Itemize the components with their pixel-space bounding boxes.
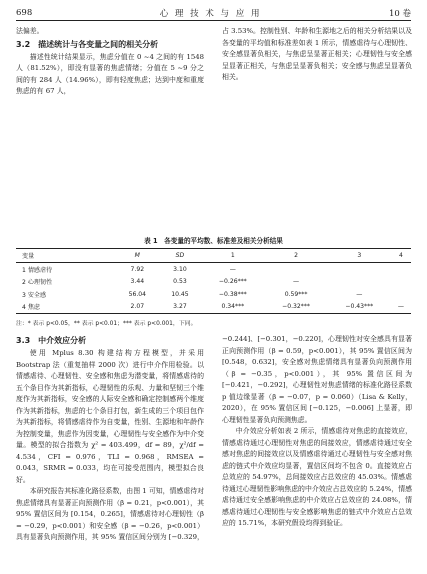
table-cell: 1 情感虐待 xyxy=(22,266,53,274)
table-cell: 0.59*** xyxy=(284,290,308,298)
volume-number: 10 卷 xyxy=(388,9,411,19)
table-cell: 2.07 xyxy=(116,301,159,314)
table-cell: 0.53 xyxy=(173,278,187,286)
table-cell xyxy=(328,276,391,289)
table-cell: 3.44 xyxy=(130,278,145,286)
table-row xyxy=(16,301,411,314)
section-heading-3-2: 3.2 描述统计与各变量之间的相关分析 xyxy=(16,39,159,49)
paragraph: 中介效应分析如表 2 所示，情感虐待对焦虑的直接效应，情感虐待通过心理韧性对焦虑的间接效应，情感虐待通过安全感对焦虑的间接效应以及情感虐待通过心理韧性与安全感对焦虑的链式中介效应均显著，置信区间均不包含 0。直接效应占总效应的 54.97%，总间接效应占总效应的 45.03%。情感虐待通过心理韧性影响焦虑的中介效应占总效应的 5.24%，情感虐待通过安全感影响焦虑的中介效应占总效应的 24.08%，情感虐待通过心理韧性与安全感影响焦虑的链式中介效应占总效应的 15.71%，本研究假设均得到验证。 xyxy=(222,427,412,527)
column-header: 3 xyxy=(328,249,391,263)
column-header: M xyxy=(116,249,159,263)
paragraph: 本研究报告其标准化路径系数，由图 1 可知，情感虐待对焦虑情绪具有显著正向预测作用（β = 0.21，p<0.001），其 95% 置信区间为 [0.154，0.265]，情感虐待对心理韧性（β = −0.29，p<0.001）和安全感（β = −0.26，p<0.001）具有显著负向预测作用，其 95% 置信区间分别为 [−0.329， xyxy=(16,487,204,541)
header-rule xyxy=(16,20,411,21)
column-header: 变量 xyxy=(16,249,116,263)
table-cell: 2 心理韧性 xyxy=(22,279,53,287)
table-cell: — xyxy=(356,290,363,298)
table-cell xyxy=(328,263,391,276)
table-cell xyxy=(264,263,327,276)
table-caption: 表 1 各变量的平均数、标准差及相关分析结果 xyxy=(144,237,283,245)
table-cell: 56.04 xyxy=(128,290,147,298)
journal-title: 心 理 技 术 与 应 用 xyxy=(159,9,262,19)
table-cell xyxy=(391,276,411,289)
table-cell: 0.34*** xyxy=(201,301,264,314)
top-right-column xyxy=(222,26,412,84)
table-cell: — xyxy=(391,301,411,314)
table-cell: — xyxy=(229,265,236,273)
column-header: 2 xyxy=(264,249,327,263)
table-cell xyxy=(391,288,411,301)
table-cell: 10.45 xyxy=(171,290,189,298)
column-header: SD xyxy=(159,249,202,263)
bottom-right-column xyxy=(222,334,412,530)
table-row xyxy=(16,276,411,289)
table-cell: — xyxy=(293,278,300,286)
table-note: 注：* 表示 p<0.05，** 表示 p<0.01；*** 表示 p<0.001，下同。 xyxy=(16,321,197,327)
table-cell: −0.26*** xyxy=(218,278,247,286)
table-row xyxy=(16,263,411,276)
section-heading-3-3: 3.3 中介效应分析 xyxy=(16,336,87,345)
table-cell: 3 安全感 xyxy=(22,291,47,299)
table-cell: 7.92 xyxy=(130,265,145,273)
correlation-table xyxy=(16,248,411,314)
table-cell: −0.43*** xyxy=(328,301,391,314)
bottom-left-column xyxy=(16,334,204,544)
top-left-column xyxy=(16,26,204,98)
column-header: 4 xyxy=(391,249,411,263)
table-cell: 4 焦虑 xyxy=(16,301,116,314)
column-header: 1 xyxy=(201,249,264,263)
table-cell: −0.38*** xyxy=(218,290,247,298)
paragraph: 描述性统计结果显示，焦虑分值在 0 ~4 之间的有 1548 人（81.52%），即没有显著的焦虑情绪；分值在 5 ~9 分之间的有 284 人（14.96%），即有轻度焦虑；达到中度和重度焦虑的有 67 人， xyxy=(16,52,204,95)
paragraph: −0.244]、[−0.301，−0.220]，心理韧性对安全感具有显著正向预测作用（β = 0.59，p<0.001），其 95% 置信区间为 [0.548，0.632]，安全感对焦虑情绪具有显著负向预测作用（β = −0.35，p<0.001），其 95% 置信区间为 [−0.421，−0.292]，心理韧性对焦虑情绪的标准化路径系数 p 值边缘显著（β = −0.07，p = 0.060）（Lisa & Kelly，2020），在 95% 置信区间 [−0.125，−0.006] 上显著，即心理韧性显著负向预测焦虑。 xyxy=(222,335,412,424)
intro-line: 法偏差。 xyxy=(16,27,44,35)
paragraph: 占 3.53%。控制性别、年龄和生源地之后的相关分析结果以及各变量的平均值和标准差如表 1 所示，情感虐待与心理韧性、安全感显著负相关，与焦虑呈显著正相关；心理韧性与安全感呈显著正相关，与焦虑呈显著负相关；安全感与焦虑呈显著负相关。 xyxy=(222,27,412,81)
running-header xyxy=(16,6,411,20)
table-cell: 3.27 xyxy=(159,301,202,314)
table-header-row xyxy=(16,249,411,263)
page-number: 698 xyxy=(16,8,33,18)
paragraph: 使用 Mplus 8.30 构建结构方程模型，并采用 Bootstrap 法（重复抽样 2000 次）进行中介作用检验。以情感虐待、心理韧性、安全感和焦虑为潜变量，将情感虐待的五个条目作为其新指标，心理韧性的乐观、力量和坚韧三个维度作为其新指标，安全感的人际安全感和确定控制感两个维度作为其新指标，焦虑的七个条目打包，新生成的三个项目包作为其新指标，将情感虐待作为自变量，性别、生源地和年龄作为控制变量，焦虑作为因变量，心理韧性与安全感作为中介变量。模型的拟合指数为 χ² = 403.499，df = 89，χ²/df = 4.534，CFI = 0.976，TLI = 0.968，RMSEA = 0.043，SRMR = 0.033，均在可接受范围内，模型拟合良好。 xyxy=(16,349,204,484)
table-cell: 3.10 xyxy=(173,265,187,273)
table-cell xyxy=(391,263,411,276)
table-row xyxy=(16,288,411,301)
table-cell: −0.32*** xyxy=(264,301,327,314)
